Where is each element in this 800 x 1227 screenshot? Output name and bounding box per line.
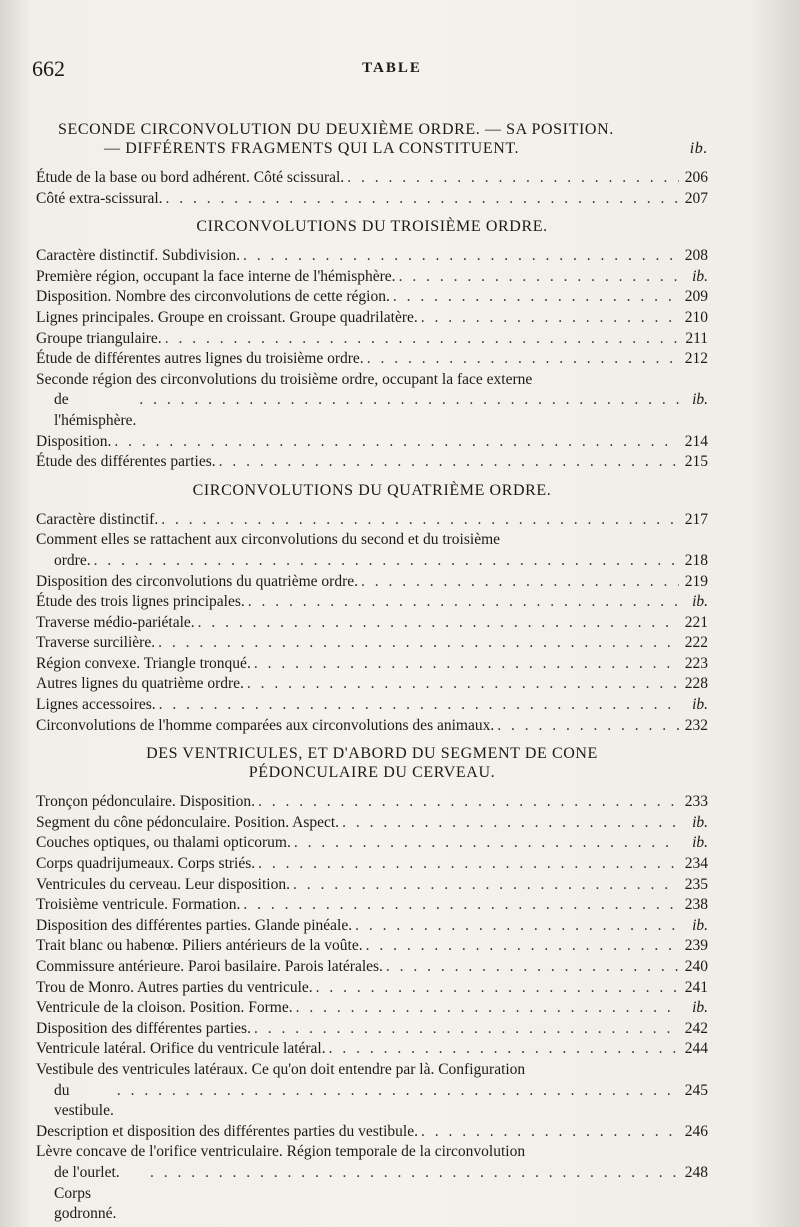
entry-text: Disposition. Nombre des circonvolutions de cette région. [36, 288, 390, 306]
toc-entry[interactable] [36, 916, 708, 937]
entry-text: Groupe triangulaire. [36, 329, 162, 347]
dot-leader [248, 592, 679, 613]
dot-leader [347, 168, 679, 189]
entry-text-continued: de l'ourlet. Corps godronné. [54, 1163, 120, 1223]
entry-text: Étude de différentes autres lignes du troisième ordre. [36, 350, 364, 368]
dot-leader [293, 875, 679, 896]
toc-entry[interactable] [36, 287, 708, 308]
toc-entry[interactable] [36, 1019, 708, 1040]
entry-page: 245 [684, 1081, 708, 1099]
dot-leader [150, 1163, 679, 1184]
entry-page: 206 [684, 169, 708, 186]
entry-page: 223 [684, 654, 708, 672]
entry-page: ib. [692, 391, 708, 409]
dot-leader [386, 957, 679, 978]
toc-entry[interactable] [36, 998, 708, 1019]
toc-entry[interactable] [36, 370, 708, 432]
entry-page: 221 [684, 613, 708, 631]
entry-page: ib. [692, 916, 708, 934]
entry-text: Disposition des différentes parties. Glande pinéale. [36, 916, 353, 934]
entry-page: 244 [684, 1040, 708, 1058]
toc-entry[interactable] [36, 716, 708, 737]
dot-leader [165, 329, 679, 350]
entry-text: Ventricules du cerveau. Leur disposition. [36, 875, 290, 893]
entry-page: ib. [692, 696, 708, 714]
toc-entry[interactable] [36, 936, 708, 957]
entry-text: Première région, occupant la face interne de l'hémisphère. [36, 267, 396, 285]
toc-entry[interactable] [36, 1039, 708, 1060]
running-title: TABLE [362, 60, 422, 76]
toc-entry[interactable] [36, 895, 708, 916]
entry-text: Étude des différentes parties. [36, 453, 216, 471]
dot-leader [361, 572, 679, 593]
entry-text: Troisième ventricule. Formation. [36, 896, 241, 914]
entry-page: ib. [692, 593, 708, 611]
entry-text: Trou de Monro. Autres parties du ventricule. [36, 978, 313, 996]
entry-page: 240 [684, 958, 708, 975]
dot-leader [161, 510, 679, 531]
entry-page: 248 [684, 1163, 708, 1181]
entry-page: 218 [684, 551, 708, 569]
entry-text: Caractère distinctif. Subdivision. [36, 247, 241, 265]
section-title-line: — DIFFÉRENTS FRAGMENTS QUI LA CONSTITUENT. [104, 140, 520, 157]
toc-entry[interactable] [36, 189, 708, 210]
entry-page: ib. [692, 999, 708, 1017]
entry-text: Lèvre concave de l'orifice ventriculaire. Région temporale de la circonvolution [36, 1143, 526, 1161]
toc-entry[interactable] [36, 308, 708, 329]
toc-entry[interactable] [36, 833, 708, 854]
section-title-line: DES VENTRICULES, ET D'ABORD DU SEGMENT DE CONE [146, 745, 598, 763]
entry-text: Étude de la base ou bord adhérent. Côté scissural. [36, 169, 345, 186]
entry-page: 242 [684, 1019, 708, 1037]
entry-page: 239 [684, 937, 708, 955]
entry-text: Trait blanc ou habenœ. Piliers antérieurs de la voûte. [36, 937, 363, 955]
entry-page: 208 [684, 247, 708, 265]
page-number: 662 [32, 56, 65, 81]
dot-leader [497, 716, 679, 737]
entry-text: Corps quadrijumeaux. Corps striés. [36, 855, 256, 873]
entry-text: Commissure antérieure. Paroi basilaire. Parois latérales. [36, 958, 383, 975]
dot-leader [393, 287, 679, 308]
dot-leader [254, 654, 679, 675]
dot-leader [421, 308, 679, 329]
entry-page: 211 [685, 329, 708, 347]
entry-page: 210 [684, 308, 708, 326]
entry-page: 228 [684, 675, 708, 693]
entry-text: Circonvolutions de l'homme comparées aux circonvolutions des animaux. [36, 716, 495, 734]
toc-entry[interactable] [36, 267, 708, 288]
toc-entry[interactable] [36, 1060, 708, 1122]
dot-leader [159, 695, 679, 716]
entry-text: Traverse surcilière. [36, 634, 156, 652]
toc-entry[interactable] [36, 957, 708, 978]
toc-entry[interactable] [36, 633, 708, 654]
dot-leader [258, 792, 679, 813]
entry-page: 232 [684, 716, 708, 734]
entry-text: Lignes accessoires. [36, 696, 156, 714]
toc-entry[interactable] [36, 329, 708, 350]
entry-text: Segment du cône pédonculaire. Position. Aspect. [36, 813, 340, 831]
entry-text: Traverse médio-pariétale. [36, 613, 195, 631]
section-title-line: SECONDE CIRCONVOLUTION DU DEUXIÈME ORDRE. — SA POSITION. [58, 121, 614, 138]
entry-page: 217 [684, 510, 708, 528]
toc-entry[interactable] [36, 1142, 708, 1224]
dot-leader [198, 613, 679, 634]
section-title: CIRCONVOLUTIONS DU QUATRIÈME ORDRE. [192, 481, 552, 499]
entry-text: Tronçon pédonculaire. Disposition. [36, 793, 255, 811]
page-header [32, 56, 752, 86]
entry-text-continued: du vestibule. [54, 1081, 114, 1120]
section-title-page-ref: ib. [689, 140, 708, 157]
entry-text: Vestibule des ventricules latéraux. Ce qu'on doit entendre par là. Configuration [36, 1060, 526, 1078]
dot-leader [166, 189, 679, 210]
entry-text: Disposition. [36, 432, 112, 450]
dot-leader [366, 936, 679, 957]
dot-leader [258, 854, 679, 875]
entry-text-continued: de l'hémisphère. [54, 391, 137, 429]
toc-entry[interactable] [36, 813, 708, 834]
toc-entry[interactable] [36, 452, 708, 473]
toc-entry[interactable] [36, 168, 708, 189]
toc-entry[interactable] [36, 695, 708, 716]
toc-entry[interactable] [36, 592, 708, 613]
entry-page: 233 [684, 793, 708, 811]
dot-leader [342, 813, 679, 834]
entry-page: 212 [684, 350, 708, 368]
entry-page: 215 [684, 453, 708, 471]
entry-text: Disposition des circonvolutions du quatrième ordre. [36, 572, 358, 590]
entry-text-continued: ordre. [54, 551, 91, 569]
dot-leader [114, 432, 679, 453]
toc-entry[interactable] [36, 875, 708, 896]
toc-section [36, 120, 708, 209]
entry-text: Étude des trois lignes principales. [36, 593, 245, 611]
dot-leader [294, 833, 679, 854]
dot-leader [296, 998, 679, 1019]
section-title-line: PÉDONCULAIRE DU CERVEAU. [248, 764, 496, 782]
toc-entry[interactable] [36, 572, 708, 593]
entry-page: 234 [684, 855, 708, 873]
entry-page: 235 [684, 875, 708, 893]
entry-text: Comment elles se rattachent aux circonvolutions du second et du troisième [36, 531, 501, 549]
dot-leader [243, 246, 679, 267]
dot-leader [355, 916, 679, 937]
toc-entry[interactable] [36, 1122, 708, 1143]
entry-page: 238 [684, 896, 708, 914]
entry-page: ib. [692, 834, 708, 852]
toc-entry[interactable] [36, 654, 708, 675]
entry-page: 214 [684, 432, 708, 450]
section-title [36, 120, 708, 158]
dot-leader [219, 452, 679, 473]
entry-text: Disposition des différentes parties. [36, 1019, 251, 1037]
entry-page: 241 [684, 978, 708, 996]
entry-text: Couches optiques, ou thalami opticorum. [36, 834, 291, 852]
toc-entry[interactable] [36, 246, 708, 267]
entry-page: 207 [684, 189, 708, 207]
entry-page: ib. [692, 267, 708, 285]
section-title: CIRCONVOLUTIONS DU TROISIÈME ORDRE. [196, 218, 548, 236]
entry-page: 209 [684, 288, 708, 306]
entry-text: Région convexe. Triangle tronqué. [36, 654, 251, 672]
toc-entry[interactable] [36, 510, 708, 531]
entry-page: 246 [684, 1122, 708, 1140]
dot-leader [421, 1122, 679, 1143]
table-of-contents [36, 112, 708, 1227]
entry-page: ib. [692, 813, 708, 831]
toc-entry[interactable] [36, 854, 708, 875]
dot-leader [139, 390, 679, 411]
entry-text: Description et disposition des différentes parties du vestibule. [36, 1122, 418, 1140]
toc-entry[interactable] [36, 792, 708, 813]
toc-section [36, 744, 708, 1224]
dot-leader [316, 978, 679, 999]
entry-text: Autres lignes du quatrième ordre. [36, 675, 244, 693]
entry-text: Caractère distinctif. [36, 510, 159, 528]
dot-leader [247, 674, 679, 695]
dot-leader [117, 1081, 679, 1102]
dot-leader [329, 1039, 679, 1060]
toc-entry[interactable] [36, 349, 708, 370]
entry-page: 222 [684, 634, 708, 652]
dot-leader [399, 267, 679, 288]
entry-text: Seconde région des circonvolutions du troisième ordre, occupant la face externe [36, 370, 533, 388]
entry-text: Ventricule de la cloison. Position. Forme. [36, 999, 293, 1017]
entry-text: Lignes principales. Groupe en croissant. Groupe quadrilatère. [36, 308, 418, 326]
entry-page: 219 [684, 572, 708, 590]
dot-leader [243, 895, 679, 916]
dot-leader [367, 349, 679, 370]
section-title [36, 744, 708, 782]
dot-leader [94, 551, 679, 572]
dot-leader [158, 633, 679, 654]
entry-text: Côté extra-scissural. [36, 189, 163, 207]
entry-text: Ventricule latéral. Orifice du ventricule latéral. [36, 1040, 326, 1058]
toc-entry[interactable] [36, 978, 708, 999]
toc-entry[interactable] [36, 613, 708, 634]
dot-leader [254, 1019, 679, 1040]
toc-entry[interactable] [36, 432, 708, 453]
toc-section [36, 481, 708, 737]
toc-section [36, 217, 708, 473]
toc-entry[interactable] [36, 674, 708, 695]
toc-entry[interactable] [36, 530, 708, 571]
